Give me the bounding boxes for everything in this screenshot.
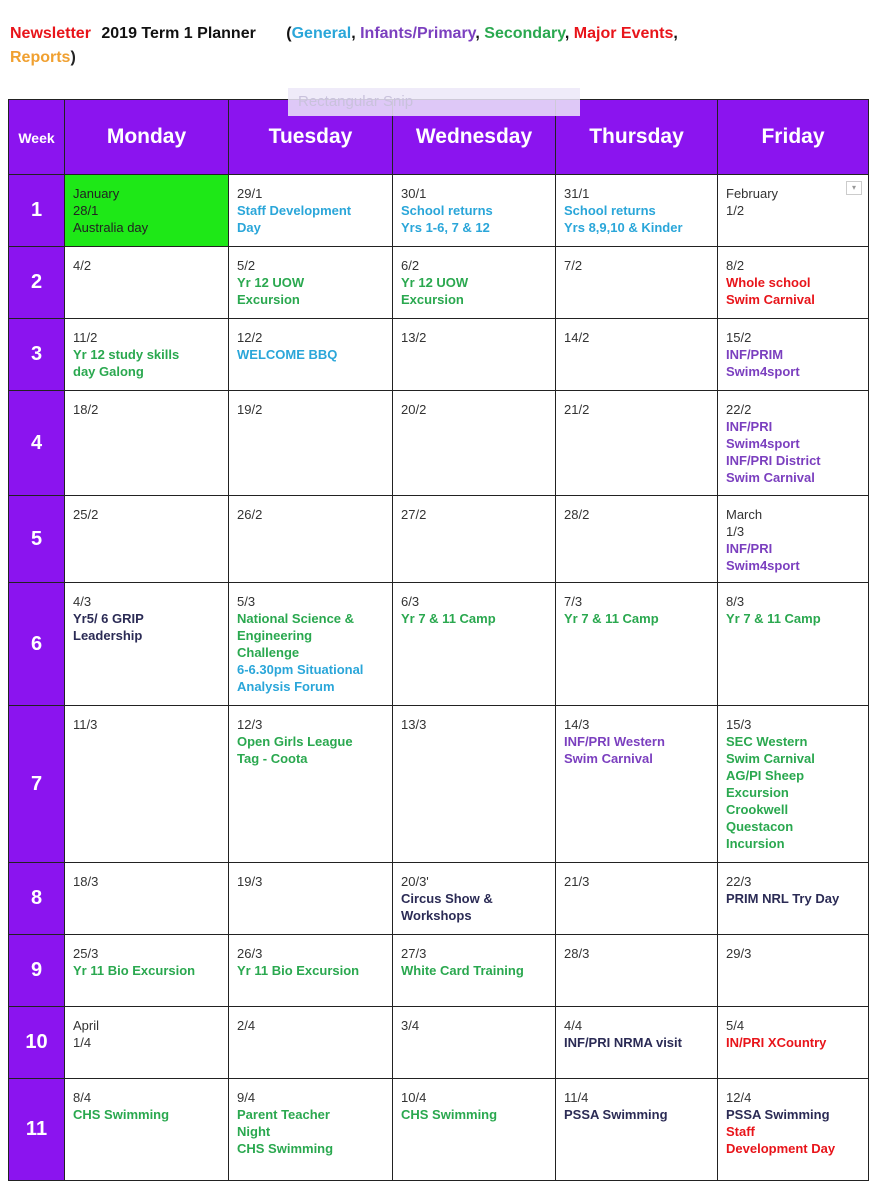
cell-date: 20/3' <box>401 874 429 889</box>
day-cell-tuesday <box>229 496 393 583</box>
cell-event: Staff Development Day <box>237 203 352 235</box>
day-cell-thursday <box>556 1007 718 1079</box>
cell-date: 7/2 <box>564 258 583 273</box>
day-cell-thursday <box>556 391 718 496</box>
chevron-down-icon[interactable]: ▾ <box>846 181 862 195</box>
cell-date: 8/4 <box>73 1090 92 1105</box>
day-cell-friday <box>718 706 869 863</box>
week-row <box>9 391 869 496</box>
week-row <box>9 706 869 863</box>
cell-date: 4/4 <box>564 1018 583 1033</box>
cell-date: 15/3 <box>726 717 752 732</box>
day-cell-friday <box>718 583 869 706</box>
week-row <box>9 247 869 319</box>
cell-event: CHS Swimming <box>401 1107 498 1122</box>
cell-date: February 1/2 <box>726 186 779 218</box>
cell-date: 26/3 <box>237 946 263 961</box>
cell-date: 14/3 <box>564 717 590 732</box>
day-cell-friday <box>718 935 869 1007</box>
cell-date: 25/3 <box>73 946 99 961</box>
cell-date: 28/3 <box>564 946 590 961</box>
cell-date: 21/3 <box>564 874 590 889</box>
day-cell-thursday <box>556 175 718 247</box>
cell-date: 5/4 <box>726 1018 745 1033</box>
cell-date: January 28/1 Australia day <box>73 186 149 235</box>
day-cell-friday <box>718 863 869 935</box>
cell-event: INF/PRIM Swim4sport <box>726 347 800 379</box>
week-row <box>9 1079 869 1181</box>
cell-event: PSSA Swimming <box>726 1107 830 1122</box>
day-cell-friday <box>718 496 869 583</box>
cell-date: 9/4 <box>237 1090 256 1105</box>
week-number: 1 <box>9 175 65 247</box>
cell-date: 10/4 <box>401 1090 427 1105</box>
cell-date: 18/2 <box>73 402 99 417</box>
cell-event: CHS Swimming <box>73 1107 170 1122</box>
legend-secondary: Secondary <box>484 25 565 42</box>
legend-general: General <box>291 25 352 42</box>
cell-date: 13/2 <box>401 330 427 345</box>
day-cell-monday <box>65 706 229 863</box>
column-header-friday: Friday <box>718 100 869 175</box>
cell-event: Whole school Swim Carnival <box>726 275 815 307</box>
column-header-monday: Monday <box>65 100 229 175</box>
cell-event: Parent Teacher Night CHS Swimming <box>237 1107 334 1156</box>
day-cell-wednesday <box>393 935 556 1007</box>
cell-event: Open Girls League Tag - Coota <box>237 734 353 766</box>
column-header-tuesday: Tuesday <box>229 100 393 175</box>
category-legend: (General, Infants/Primary, Secondary, Major Events, <box>286 25 678 42</box>
column-header-week: Week <box>9 100 65 175</box>
cell-event: SEC Western Swim Carnival AG/PI Sheep Excursion Crookwell Questacon Incursion <box>726 734 815 851</box>
week-row <box>9 175 869 247</box>
day-cell-wednesday <box>393 583 556 706</box>
cell-event: Yr 12 study skills day Galong <box>73 347 180 379</box>
cell-date: 12/4 <box>726 1090 752 1105</box>
cell-date: 31/1 <box>564 186 590 201</box>
day-cell-wednesday <box>393 391 556 496</box>
day-cell-tuesday <box>229 1007 393 1079</box>
cell-event: School returns Yrs 8,9,10 & Kinder <box>564 203 683 235</box>
week-row <box>9 496 869 583</box>
day-cell-tuesday <box>229 391 393 496</box>
day-cell-friday <box>718 1079 869 1181</box>
cell-date: 15/2 <box>726 330 752 345</box>
cell-event: National Science & Engineering Challenge <box>237 611 355 660</box>
cell-date: 11/2 <box>73 330 98 345</box>
cell-event: INF/PRI Swim4sport <box>726 541 800 573</box>
day-cell-thursday <box>556 863 718 935</box>
day-cell-wednesday <box>393 496 556 583</box>
day-cell-wednesday <box>393 706 556 863</box>
planner-title: 2019 Term 1 Planner <box>101 25 256 42</box>
cell-date: 8/2 <box>726 258 745 273</box>
cell-date: 7/3 <box>564 594 583 609</box>
day-cell-monday <box>65 391 229 496</box>
term-planner-table <box>8 99 869 1181</box>
cell-date: 11/3 <box>73 717 98 732</box>
cell-date: March 1/3 <box>726 507 763 539</box>
column-header-wednesday: Wednesday <box>393 100 556 175</box>
week-number: 10 <box>9 1007 65 1079</box>
planner-body <box>9 175 869 1181</box>
week-number: 3 <box>9 319 65 391</box>
cell-date: 30/1 <box>401 186 427 201</box>
cell-event-secondary: 6-6.30pm Situational Analysis Forum <box>237 662 364 694</box>
day-cell-wednesday <box>393 175 556 247</box>
day-cell-tuesday <box>229 863 393 935</box>
cell-event: INF/PRI Swim4sport INF/PRI District Swim Carnival <box>726 419 821 485</box>
cell-date: 12/3 <box>237 717 263 732</box>
day-cell-tuesday <box>229 319 393 391</box>
day-cell-thursday <box>556 496 718 583</box>
cell-date: 21/2 <box>564 402 590 417</box>
page-header: Newsletter 2019 Term 1 Planner (General, Infants/Primary, Secondary, Major Events, Reports) <box>10 25 678 66</box>
cell-date: 11/4 <box>564 1090 589 1105</box>
week-number: 9 <box>9 935 65 1007</box>
cell-date: 2/4 <box>237 1018 256 1033</box>
cell-event: Yr 11 Bio Excursion <box>237 963 360 978</box>
cell-date: 29/1 <box>237 186 263 201</box>
day-cell-monday <box>65 496 229 583</box>
cell-date: 20/2 <box>401 402 427 417</box>
day-cell-monday <box>65 247 229 319</box>
week-number: 2 <box>9 247 65 319</box>
week-number: 8 <box>9 863 65 935</box>
legend-reports: Reports <box>10 49 71 66</box>
cell-date: 22/3 <box>726 874 752 889</box>
cell-date: 26/2 <box>237 507 263 522</box>
week-number: 11 <box>9 1079 65 1181</box>
day-cell-monday <box>65 583 229 706</box>
day-cell-monday <box>65 1079 229 1181</box>
cell-event: Circus Show & Workshops <box>401 891 493 923</box>
cell-date: 14/2 <box>564 330 590 345</box>
snip-overlay: Rectangular Snip <box>288 88 580 116</box>
cell-date: 5/3 <box>237 594 256 609</box>
cell-event: Yr 7 & 11 Camp <box>401 611 496 626</box>
week-row <box>9 935 869 1007</box>
cell-event: Yr 11 Bio Excursion <box>73 963 196 978</box>
day-cell-thursday <box>556 583 718 706</box>
cell-date: 19/2 <box>237 402 263 417</box>
cell-event: PSSA Swimming <box>564 1107 668 1122</box>
cell-event: Yr 12 UOW Excursion <box>237 275 305 307</box>
day-cell-tuesday <box>229 583 393 706</box>
cell-date: 5/2 <box>237 258 256 273</box>
cell-date: 25/2 <box>73 507 99 522</box>
cell-event: Yr5/ 6 GRIP Leadership <box>73 611 144 643</box>
day-cell-wednesday <box>393 1007 556 1079</box>
day-cell-thursday <box>556 706 718 863</box>
day-cell-tuesday <box>229 935 393 1007</box>
day-cell-friday <box>718 247 869 319</box>
day-cell-thursday <box>556 247 718 319</box>
week-row <box>9 1007 869 1079</box>
day-cell-monday <box>65 863 229 935</box>
day-cell-friday <box>718 319 869 391</box>
week-number: 7 <box>9 706 65 863</box>
cell-date: 13/3 <box>401 717 427 732</box>
day-cell-thursday <box>556 319 718 391</box>
week-number: 6 <box>9 583 65 706</box>
week-number: 5 <box>9 496 65 583</box>
cell-date: 29/3 <box>726 946 752 961</box>
day-cell-friday <box>718 175 869 247</box>
cell-date: 4/2 <box>73 258 92 273</box>
day-cell-tuesday <box>229 247 393 319</box>
cell-date: 22/2 <box>726 402 752 417</box>
week-row <box>9 583 869 706</box>
cell-event: WELCOME BBQ <box>237 347 338 362</box>
cell-event: Yr 7 & 11 Camp <box>564 611 659 626</box>
cell-date: 3/4 <box>401 1018 420 1033</box>
week-row <box>9 319 869 391</box>
cell-date: 6/2 <box>401 258 420 273</box>
cell-date: 12/2 <box>237 330 263 345</box>
cell-date: 4/3 <box>73 594 92 609</box>
day-cell-tuesday <box>229 706 393 863</box>
cell-date: 27/3 <box>401 946 427 961</box>
day-cell-tuesday <box>229 1079 393 1181</box>
cell-event: School returns Yrs 1-6, 7 & 12 <box>401 203 493 235</box>
day-cell-friday <box>718 391 869 496</box>
cell-event: INF/PRI NRMA visit <box>564 1035 682 1050</box>
day-cell-monday <box>65 935 229 1007</box>
day-cell-monday <box>65 319 229 391</box>
day-cell-thursday <box>556 1079 718 1181</box>
day-cell-tuesday <box>229 175 393 247</box>
day-cell-wednesday <box>393 247 556 319</box>
cell-date: April 1/4 <box>73 1018 100 1050</box>
legend-major: Major Events <box>573 25 674 42</box>
cell-date: 19/3 <box>237 874 263 889</box>
week-number: 4 <box>9 391 65 496</box>
week-row <box>9 863 869 935</box>
cell-event: PRIM NRL Try Day <box>726 891 840 906</box>
cell-date: 8/3 <box>726 594 745 609</box>
cell-event: INF/PRI Western Swim Carnival <box>564 734 665 766</box>
cell-event-secondary: Staff Development Day <box>726 1124 836 1156</box>
day-cell-thursday <box>556 935 718 1007</box>
newsletter-label: Newsletter <box>10 25 91 42</box>
cell-date: 28/2 <box>564 507 590 522</box>
day-cell-wednesday <box>393 863 556 935</box>
cell-event: IN/PRI XCountry <box>726 1035 827 1050</box>
day-cell-monday <box>65 175 229 247</box>
cell-event: Yr 12 UOW Excursion <box>401 275 469 307</box>
day-cell-wednesday <box>393 319 556 391</box>
day-cell-friday <box>718 1007 869 1079</box>
cell-date: 18/3 <box>73 874 99 889</box>
legend-infants: Infants/Primary <box>360 25 476 42</box>
cell-date: 6/3 <box>401 594 420 609</box>
cell-date: 27/2 <box>401 507 427 522</box>
cell-event: White Card Training <box>401 963 524 978</box>
day-cell-wednesday <box>393 1079 556 1181</box>
cell-event: Yr 7 & 11 Camp <box>726 611 821 626</box>
day-cell-monday <box>65 1007 229 1079</box>
column-header-thursday: Thursday <box>556 100 718 175</box>
